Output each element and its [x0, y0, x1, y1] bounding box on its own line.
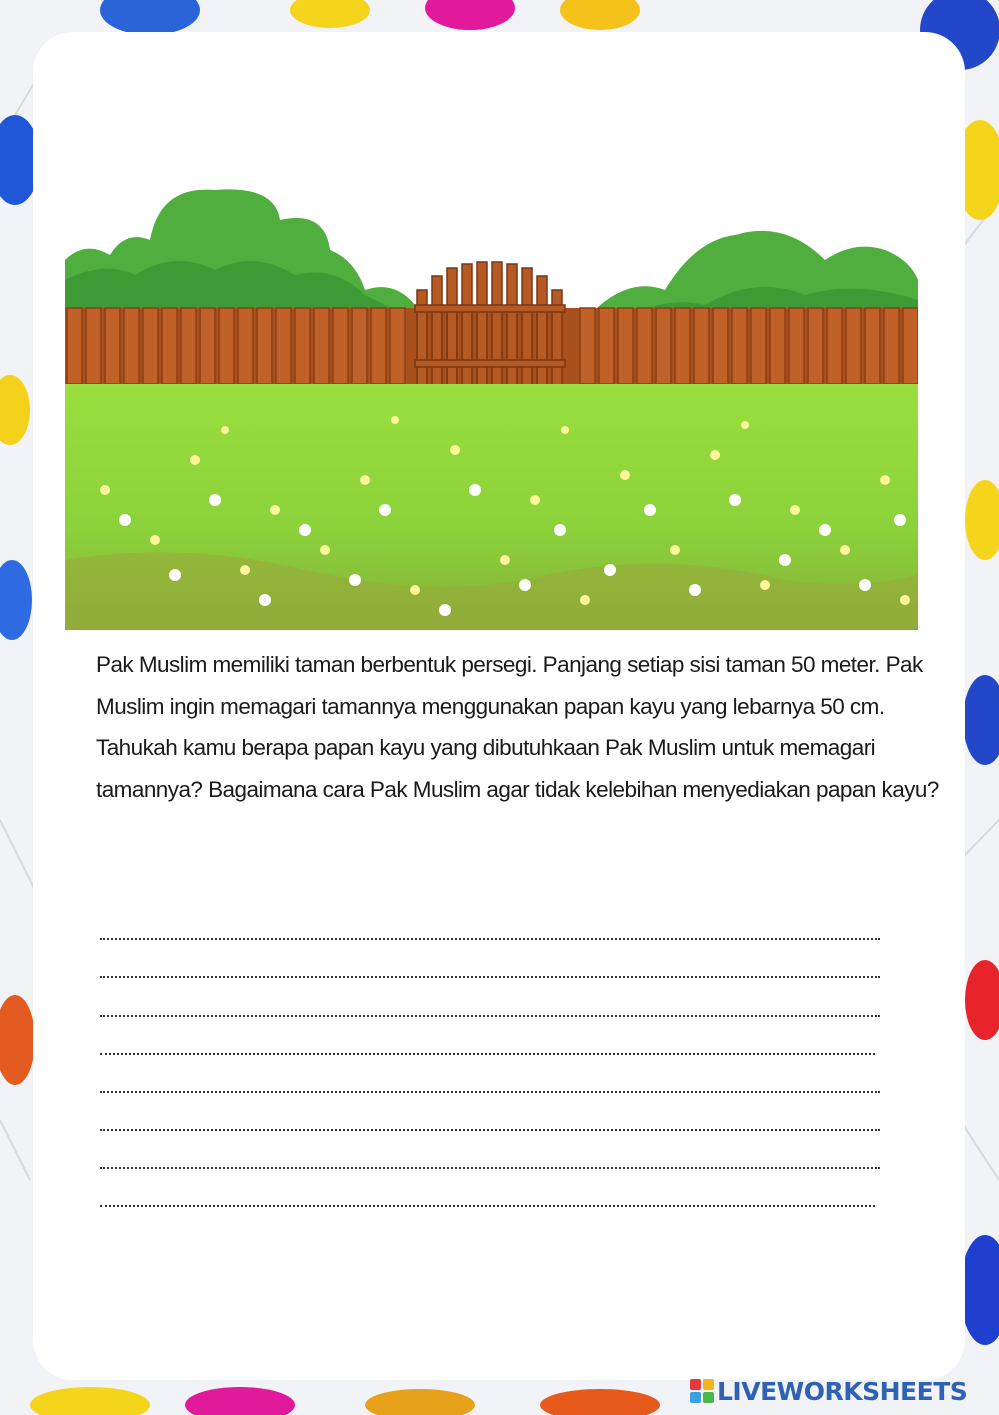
answer-line[interactable] [100, 1205, 875, 1207]
liveworksheets-brand[interactable] [690, 1374, 967, 1408]
answer-line[interactable] [100, 938, 880, 940]
answer-line[interactable] [100, 1129, 880, 1131]
brand-name: LIVEWORKSHEETS [717, 1376, 968, 1406]
answer-line[interactable] [100, 1015, 880, 1017]
answer-line[interactable] [100, 1053, 875, 1055]
question-paragraph-1: Pak Muslim memiliki taman berbentuk persegi. Panjang setiap sisi taman 50 meter. Pak Muslim ingin memagari tamannya menggunakan papan kayu yang lebarnya 50 cm. [96, 652, 923, 719]
liveworksheets-logo-icon [690, 1379, 714, 1403]
question-paragraph-2: Tahukah kamu berapa papan kayu yang dibutuhkaan Pak Muslim untuk memagari tamannya? Bagaimana cara Pak Muslim agar tidak kelebihan menyediakan papan kayu? [96, 735, 939, 802]
answer-line[interactable] [100, 1091, 880, 1093]
answer-line[interactable] [100, 976, 880, 978]
question-text [96, 644, 956, 810]
answer-line[interactable] [100, 1167, 880, 1169]
garden-fence-illustration [65, 180, 918, 630]
